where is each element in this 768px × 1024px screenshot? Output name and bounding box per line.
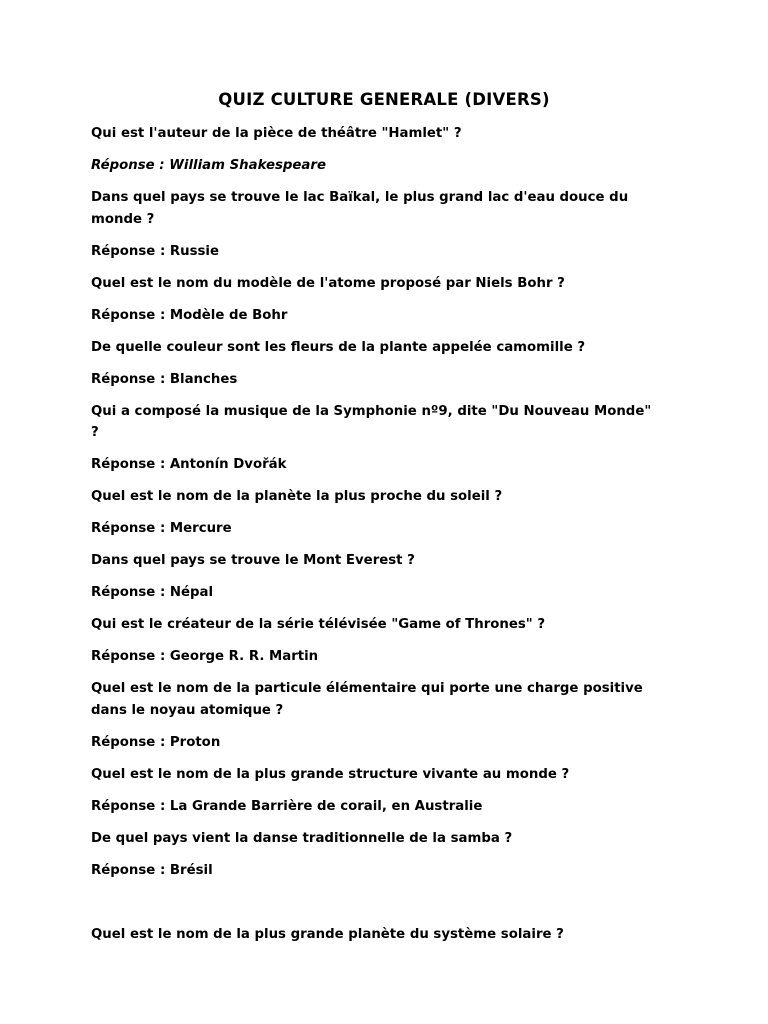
question-7: Dans quel pays se trouve le Mont Everest ? — [91, 553, 415, 568]
question-6: Quel est le nom de la planète la plus proche du soleil ? — [91, 489, 503, 504]
answer-9: Réponse : Proton — [91, 734, 221, 750]
question-11: De quel pays vient la danse traditionnelle de la samba ? — [91, 830, 513, 846]
question-4: De quelle couleur sont les fleurs de la plante appelée camomille ? — [91, 339, 586, 355]
answer-4: Réponse : Blanches — [91, 371, 238, 387]
answer-6: Réponse : Mercure — [91, 521, 232, 536]
answer-3: Réponse : Modèle de Bohr — [91, 307, 288, 323]
quiz-content — [91, 123, 661, 956]
question-10: Quel est le nom de la plus grande structure vivante au monde ? — [91, 766, 570, 782]
answer-7: Réponse : Népal — [91, 585, 214, 600]
question-3: Quel est le nom du modèle de l'atome proposé par Niels Bohr ? — [91, 275, 565, 291]
answer-11: Réponse : Brésil — [91, 862, 213, 878]
question-12: Quel est le nom de la plus grande planète du système solaire ? — [91, 926, 564, 942]
question-5: Qui a composé la musique de la Symphonie nº9, dite "Du Nouveau Monde" ? — [91, 403, 652, 440]
answer-10: Réponse : La Grande Barrière de corail, en Australie — [91, 798, 483, 814]
question-9: Quel est le nom de la particule élémentaire qui porte une charge positive dans le noyau atomique ? — [91, 681, 643, 718]
answer-1: Réponse : William Shakespeare — [91, 158, 326, 173]
document-title: QUIZ CULTURE GENERALE (DIVERS) — [218, 90, 550, 109]
question-1: Qui est l'auteur de la pièce de théâtre "Hamlet" ? — [91, 126, 462, 141]
answer-5: Réponse : Antonín Dvořák — [91, 457, 287, 472]
question-8: Qui est le créateur de la série télévisée "Game of Thrones" ? — [91, 617, 546, 632]
answer-8: Réponse : George R. R. Martin — [91, 649, 319, 664]
answer-2: Réponse : Russie — [91, 243, 219, 259]
question-2: Dans quel pays se trouve le lac Baïkal, le plus grand lac d'eau douce du monde ? — [91, 190, 629, 227]
spacer — [91, 892, 661, 924]
